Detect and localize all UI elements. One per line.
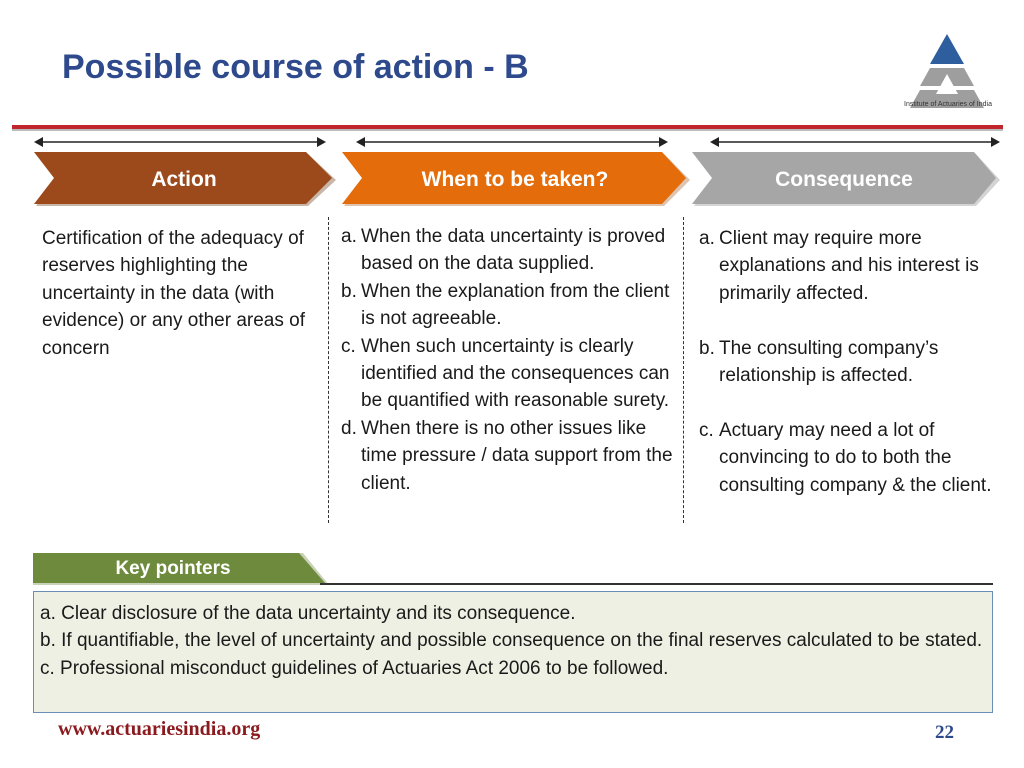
page-number: 22: [935, 722, 954, 743]
list-marker: d.: [341, 417, 357, 439]
slide-title: Possible course of action - B: [62, 48, 529, 86]
list-text: Actuary may need a lot of convincing to do to both the consulting company & the client.: [719, 419, 992, 496]
key-pointers-list: [40, 600, 990, 682]
list-item: c. Professional misconduct guidelines of Actuaries Act 2006 to be followed.: [40, 657, 669, 679]
list-item: b. If quantifiable, the level of uncertainty and possible consequence on the final reserves calculated to be stated.: [40, 630, 983, 652]
list-item: [699, 417, 999, 499]
when-span-arrow: [356, 136, 668, 148]
when-list: [341, 223, 686, 497]
key-pointers-box: [33, 591, 993, 713]
consequence-list: [699, 225, 999, 499]
column-separator-1: [328, 217, 329, 523]
list-item: [699, 335, 999, 390]
when-header: When to be taken?: [421, 168, 609, 191]
list-marker: c.: [699, 419, 714, 441]
key-pointers-rule: [320, 583, 993, 585]
list-text: Client may require more explanations and his interest is primarily affected.: [719, 228, 979, 304]
list-item: [341, 278, 686, 333]
list-text: When such uncertainty is clearly identified and the consequences can be quantified with reasonable surety.: [361, 335, 670, 412]
list-marker: b.: [341, 280, 357, 302]
list-item: a. Clear disclosure of the data uncertainty and its consequence.: [40, 603, 576, 624]
action-chevron: [34, 152, 338, 208]
list-text: The consulting company’s relationship is affected.: [719, 337, 939, 387]
list-marker: b.: [699, 337, 715, 359]
column-separator-2: [683, 217, 684, 523]
list-item: [341, 333, 686, 415]
consequence-chevron: [692, 152, 1002, 208]
header-rule-shadow: [12, 129, 1003, 131]
list-item: [341, 415, 686, 497]
when-chevron: [342, 152, 692, 208]
action-header: Action: [151, 168, 217, 191]
list-marker: c.: [341, 335, 356, 357]
list-marker: a.: [699, 228, 715, 249]
list-text: When there is no other issues like time pressure / data support from the client.: [361, 417, 673, 494]
action-text: Certification of the adequacy of reserves highlighting the uncertainty in the data (with evidence) or any other areas of concern: [42, 228, 305, 359]
list-text: When the data uncertainty is proved based on the data supplied.: [361, 226, 666, 275]
list-text: When the explanation from the client is not agreeable.: [361, 280, 670, 330]
action-span-arrow: [34, 136, 326, 148]
list-item: [341, 223, 686, 278]
key-pointers-label: Key pointers: [115, 558, 231, 579]
logo-caption: Institute of Actuaries of India: [904, 101, 992, 108]
consequence-header: Consequence: [775, 168, 913, 191]
consequence-span-arrow: [710, 136, 1000, 148]
list-item: [699, 225, 999, 307]
list-marker: a.: [341, 226, 357, 247]
footer-url[interactable]: www.actuariesindia.org: [58, 718, 261, 740]
